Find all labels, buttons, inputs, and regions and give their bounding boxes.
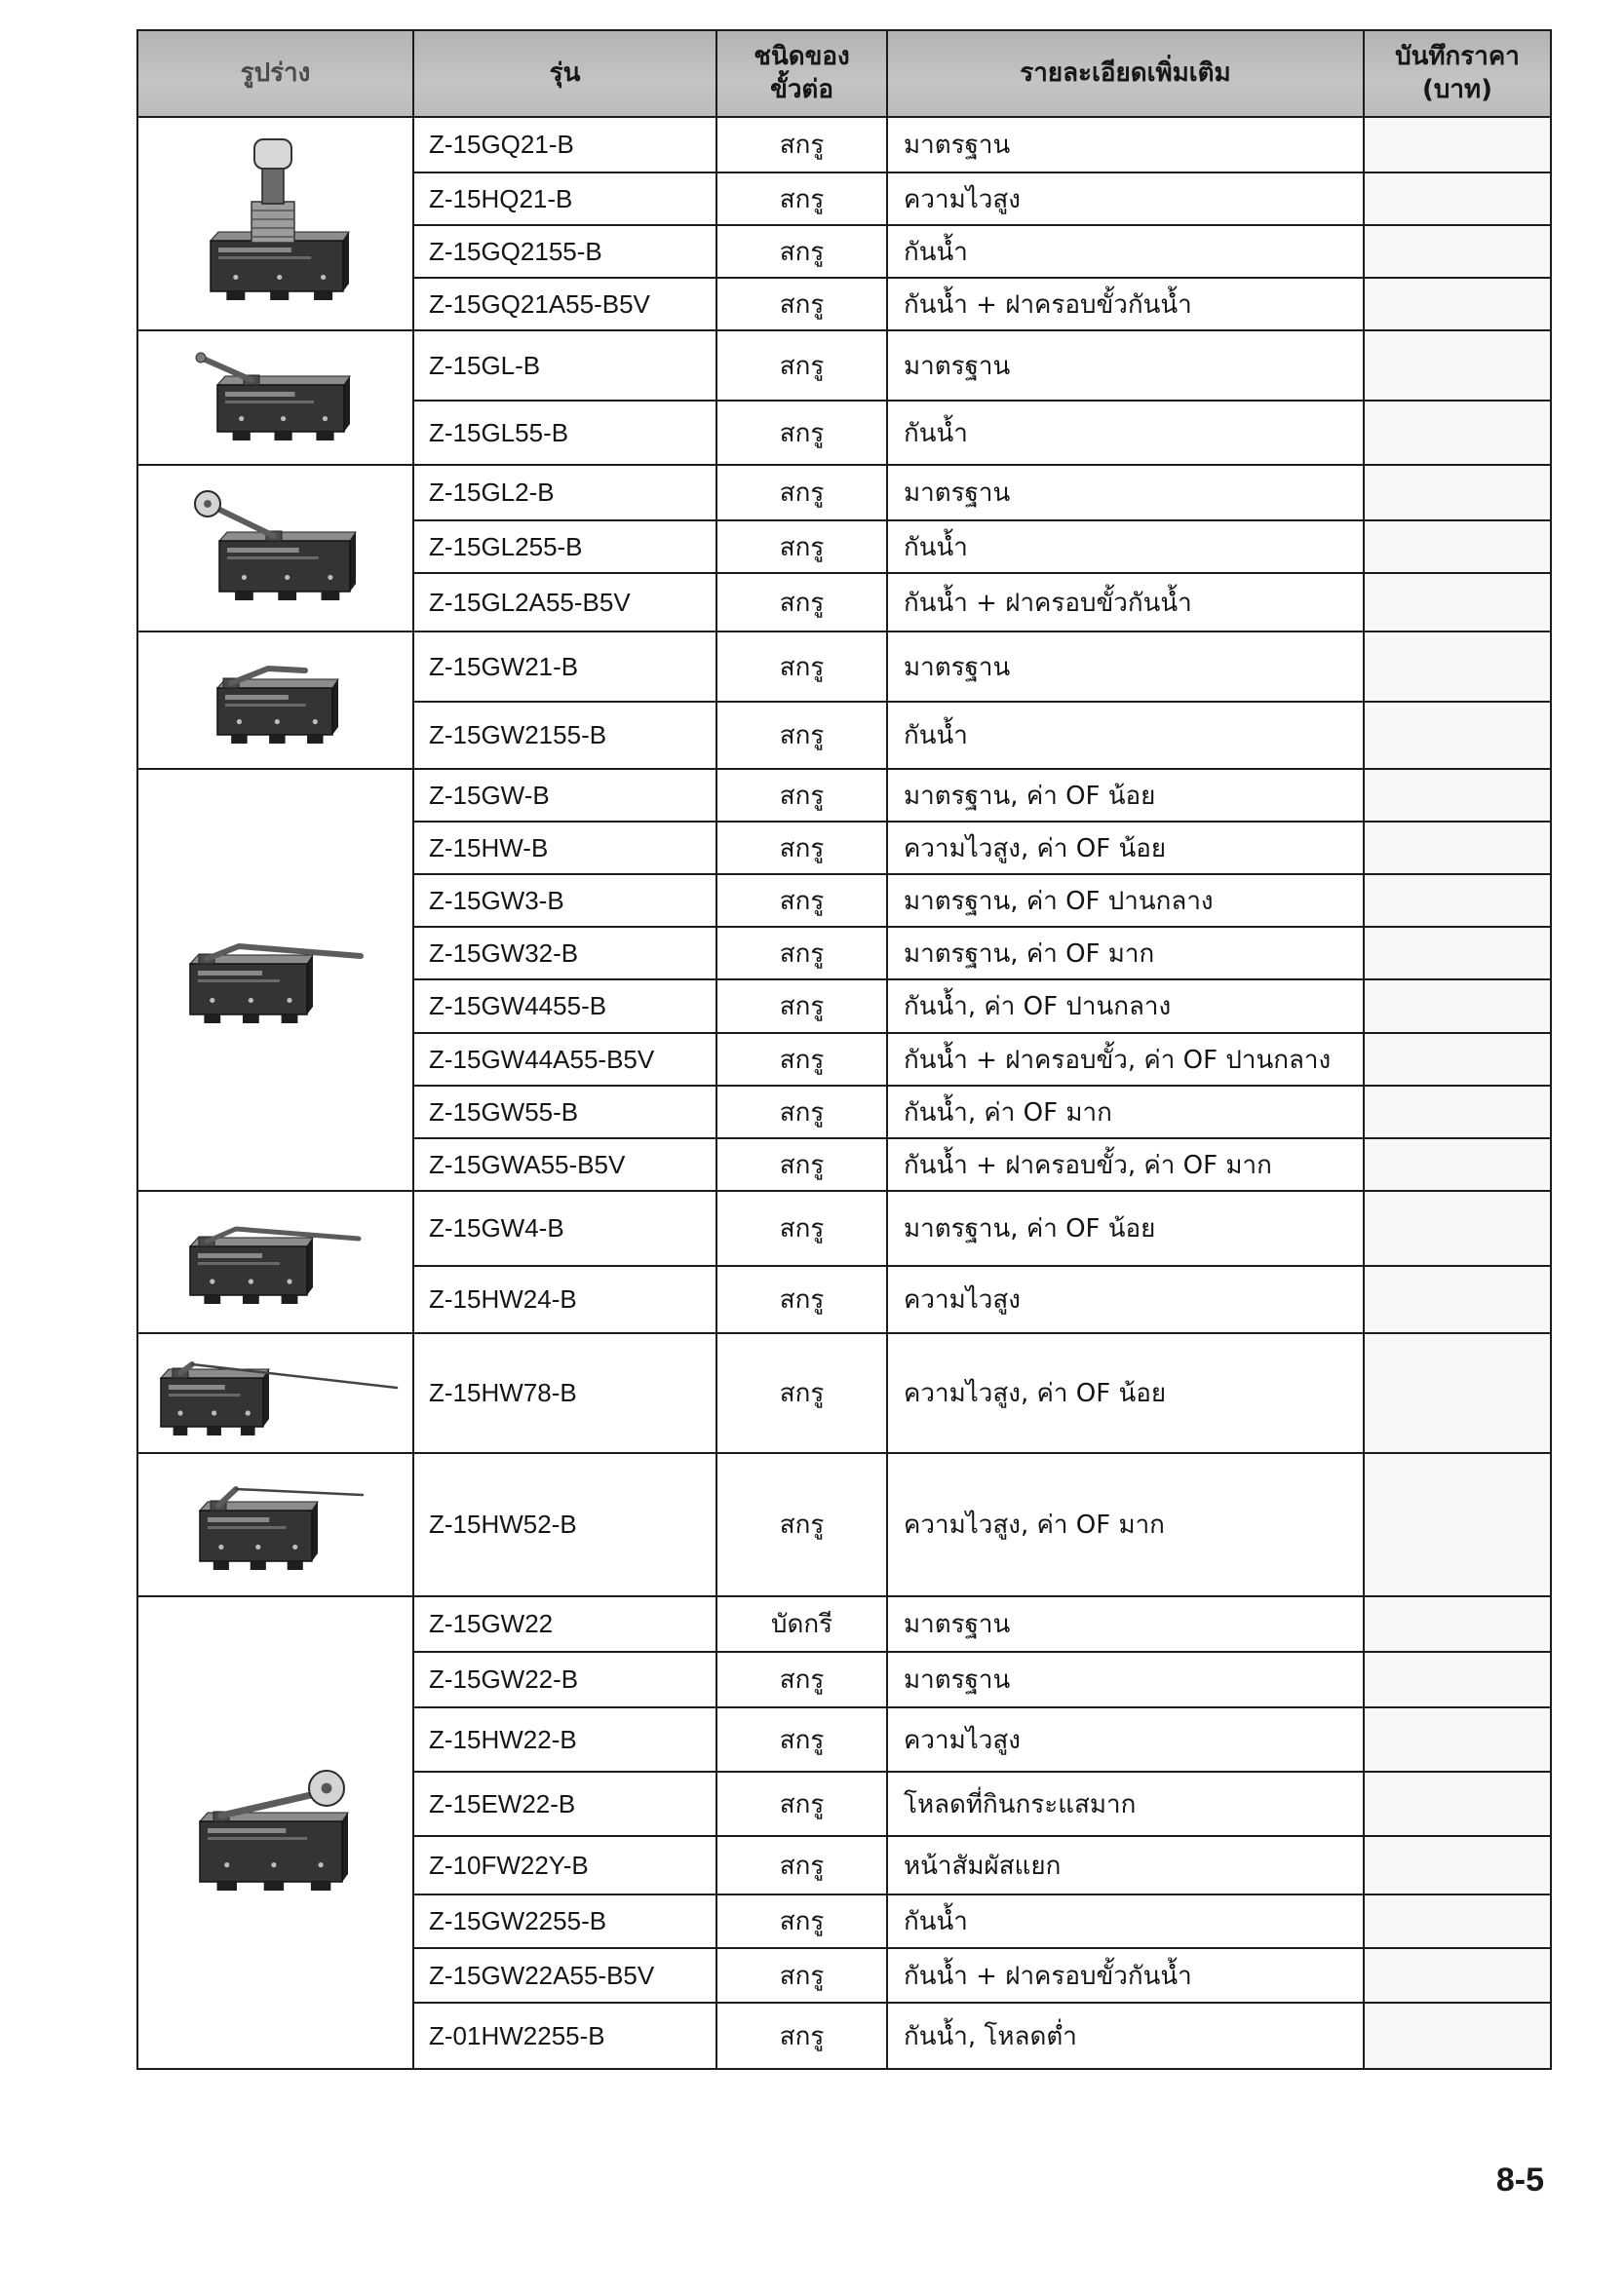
details-cell: มาตรฐาน, ค่า OF ปานกลาง xyxy=(887,874,1364,927)
model-cell: Z-15GW44A55-B5V xyxy=(413,1033,716,1086)
page-number: 8-5 xyxy=(1495,2162,1544,2199)
price-cell xyxy=(1364,1033,1551,1086)
switch-body xyxy=(200,1813,348,1891)
price-cell xyxy=(1364,330,1551,401)
model-cell: Z-15GW55-B xyxy=(413,1086,716,1138)
details-cell: กันน้ำ + ฝาครอบขั้ว, ค่า OF ปานกลาง xyxy=(887,1033,1364,1086)
price-cell xyxy=(1364,2003,1551,2069)
price-cell xyxy=(1364,1333,1551,1453)
header-shape: รูปร่าง xyxy=(137,30,413,117)
details-cell: มาตรฐาน xyxy=(887,1652,1364,1707)
details-cell: มาตรฐาน xyxy=(887,465,1364,520)
terminal-type-cell: สกรู xyxy=(716,1033,887,1086)
table-body xyxy=(137,117,1551,2069)
price-cell xyxy=(1364,1836,1551,1894)
hinge-lever-switch-icon xyxy=(193,344,359,451)
details-cell: หน้าสัมผัสแยก xyxy=(887,1836,1364,1894)
details-cell: กันน้ำ, โหลดต่ำ xyxy=(887,2003,1364,2069)
price-cell xyxy=(1364,1266,1551,1333)
details-cell: ความไวสูง, ค่า OF น้อย xyxy=(887,822,1364,874)
details-cell: กันน้ำ, ค่า OF มาก xyxy=(887,1086,1364,1138)
details-cell: มาตรฐาน, ค่า OF น้อย xyxy=(887,1191,1364,1266)
details-cell: มาตรฐาน xyxy=(887,631,1364,702)
terminal-type-cell: สกรู xyxy=(716,1836,887,1894)
model-cell: Z-15GW4-B xyxy=(413,1191,716,1266)
model-cell: Z-15GWA55-B5V xyxy=(413,1138,716,1191)
price-cell xyxy=(1364,1086,1551,1138)
details-cell: กันน้ำ, ค่า OF ปานกลาง xyxy=(887,979,1364,1033)
price-cell xyxy=(1364,1707,1551,1772)
model-cell: Z-15GW22-B xyxy=(413,1652,716,1707)
details-cell: ความไวสูง xyxy=(887,172,1364,225)
price-cell xyxy=(1364,1191,1551,1266)
price-cell xyxy=(1364,702,1551,769)
details-cell: มาตรฐาน, ค่า OF น้อย xyxy=(887,769,1364,822)
shape-image-cell xyxy=(137,1191,413,1333)
shape-image-cell xyxy=(137,631,413,769)
switch-roller xyxy=(309,1771,344,1806)
header-model: รุ่น xyxy=(413,30,716,117)
short-hinge-lever-switch-icon xyxy=(208,649,344,751)
model-cell: Z-15GW3-B xyxy=(413,874,716,927)
microswitch-product-table xyxy=(136,29,1552,2070)
switch-body xyxy=(190,1238,313,1304)
price-cell xyxy=(1364,979,1551,1033)
header-terminal-line2: ขั้วต่อ xyxy=(770,74,833,104)
price-cell xyxy=(1364,1453,1551,1596)
model-cell: Z-15GQ21A55-B5V xyxy=(413,278,716,330)
switch-lever xyxy=(212,506,274,536)
terminal-type-cell: สกรู xyxy=(716,1772,887,1836)
switch-body xyxy=(200,1502,318,1570)
switch-roller xyxy=(195,491,220,517)
model-cell: Z-15GW21-B xyxy=(413,631,716,702)
details-cell: กันน้ำ xyxy=(887,1894,1364,1948)
long-wire-lever-switch-icon xyxy=(151,1345,400,1442)
header-price xyxy=(1364,30,1551,117)
price-cell xyxy=(1364,465,1551,520)
details-cell: มาตรฐาน, ค่า OF มาก xyxy=(887,927,1364,979)
terminal-type-cell: สกรู xyxy=(716,172,887,225)
shape-image-cell xyxy=(137,769,413,1191)
terminal-type-cell: สกรู xyxy=(716,330,887,401)
table-row xyxy=(137,631,1551,702)
model-cell: Z-15GL2-B xyxy=(413,465,716,520)
terminal-type-cell: สกรู xyxy=(716,520,887,573)
price-cell xyxy=(1364,1138,1551,1191)
model-cell: Z-15GL255-B xyxy=(413,520,716,573)
details-cell: มาตรฐาน xyxy=(887,1596,1364,1652)
terminal-type-cell: สกรู xyxy=(716,573,887,631)
price-cell xyxy=(1364,278,1551,330)
model-cell: Z-15GW32-B xyxy=(413,927,716,979)
model-cell: Z-15GL2A55-B5V xyxy=(413,573,716,631)
details-cell: กันน้ำ + ฝาครอบขั้วกันน้ำ xyxy=(887,573,1364,631)
table-row xyxy=(137,1453,1551,1596)
header-price-line2: (บาท) xyxy=(1421,74,1492,104)
header-terminal-type xyxy=(716,30,887,117)
details-cell: กันน้ำ + ฝาครอบขั้ว, ค่า OF มาก xyxy=(887,1138,1364,1191)
model-cell: Z-15GW2255-B xyxy=(413,1894,716,1948)
price-cell xyxy=(1364,225,1551,278)
terminal-type-cell: สกรู xyxy=(716,1652,887,1707)
details-cell: กันน้ำ xyxy=(887,520,1364,573)
price-cell xyxy=(1364,1894,1551,1948)
terminal-type-cell: สกรู xyxy=(716,702,887,769)
table-row xyxy=(137,1191,1551,1266)
table-row xyxy=(137,117,1551,172)
details-cell: ความไวสูง xyxy=(887,1266,1364,1333)
terminal-type-cell: สกรู xyxy=(716,1266,887,1333)
price-cell xyxy=(1364,1948,1551,2003)
long-hinge-lever-switch-icon xyxy=(185,927,366,1034)
lever-tip xyxy=(196,353,206,363)
details-cell: โหลดที่กินกระแสมาก xyxy=(887,1772,1364,1836)
terminal-type-cell: สกรู xyxy=(716,874,887,927)
terminal-type-cell: สกรู xyxy=(716,979,887,1033)
details-cell: กันน้ำ + ฝาครอบขั้วกันน้ำ xyxy=(887,278,1364,330)
terminal-type-cell: สกรู xyxy=(716,1138,887,1191)
model-cell: Z-15GW-B xyxy=(413,769,716,822)
details-cell: กันน้ำ xyxy=(887,702,1364,769)
terminal-type-cell: สกรู xyxy=(716,1086,887,1138)
header-price-line1: บันทึกราคา xyxy=(1395,41,1520,71)
table-row xyxy=(137,465,1551,520)
model-cell: Z-15GQ2155-B xyxy=(413,225,716,278)
table-row xyxy=(137,330,1551,401)
shape-image-cell xyxy=(137,1453,413,1596)
model-cell: Z-15HW-B xyxy=(413,822,716,874)
price-cell xyxy=(1364,631,1551,702)
table-header xyxy=(137,30,1551,117)
model-cell: Z-15HQ21-B xyxy=(413,172,716,225)
price-cell xyxy=(1364,573,1551,631)
switch-body xyxy=(217,679,338,744)
model-cell: Z-15GW4455-B xyxy=(413,979,716,1033)
details-cell: กันน้ำ xyxy=(887,401,1364,465)
price-cell xyxy=(1364,1596,1551,1652)
terminal-type-cell: สกรู xyxy=(716,1191,887,1266)
model-cell: Z-15GW2155-B xyxy=(413,702,716,769)
model-cell: Z-15HW78-B xyxy=(413,1333,716,1453)
details-cell: มาตรฐาน xyxy=(887,330,1364,401)
model-cell: Z-15GQ21-B xyxy=(413,117,716,172)
roller-plunger-switch-icon xyxy=(193,132,359,317)
price-cell xyxy=(1364,172,1551,225)
shape-image-cell xyxy=(137,1596,413,2069)
price-cell xyxy=(1364,769,1551,822)
roller-lever-switch-icon xyxy=(190,1757,361,1908)
switch-body xyxy=(161,1369,269,1435)
model-cell: Z-15GL-B xyxy=(413,330,716,401)
product-table-sheet xyxy=(136,29,1550,2070)
terminal-type-cell: สกรู xyxy=(716,225,887,278)
price-cell xyxy=(1364,520,1551,573)
header-details: รายละเอียดเพิ่มเติม xyxy=(887,30,1364,117)
model-cell: Z-10FW22Y-B xyxy=(413,1836,716,1894)
terminal-type-cell: สกรู xyxy=(716,631,887,702)
price-cell xyxy=(1364,822,1551,874)
wire-lever-switch-icon xyxy=(185,1472,366,1579)
switch-body xyxy=(219,532,356,600)
model-cell: Z-15HW52-B xyxy=(413,1453,716,1596)
price-cell xyxy=(1364,1652,1551,1707)
switch-bushing xyxy=(251,202,294,243)
shape-image-cell xyxy=(137,1333,413,1453)
terminal-type-cell: สกรู xyxy=(716,278,887,330)
hinge-roller-lever-switch-icon xyxy=(190,480,361,617)
shape-image-cell xyxy=(137,465,413,631)
terminal-type-cell: สกรู xyxy=(716,822,887,874)
details-cell: ความไวสูง xyxy=(887,1707,1364,1772)
terminal-type-cell: สกรู xyxy=(716,927,887,979)
table-row xyxy=(137,769,1551,822)
header-row xyxy=(137,30,1551,117)
switch-body xyxy=(217,376,350,440)
details-cell: มาตรฐาน xyxy=(887,117,1364,172)
switch-body xyxy=(190,955,313,1023)
medium-hinge-lever-switch-icon xyxy=(185,1211,366,1314)
switch-roller xyxy=(254,139,291,169)
terminal-type-cell: สกรู xyxy=(716,1453,887,1596)
details-cell: กันน้ำ + ฝาครอบขั้วกันน้ำ xyxy=(887,1948,1364,2003)
details-cell: กันน้ำ xyxy=(887,225,1364,278)
table-row xyxy=(137,1596,1551,1652)
terminal-type-cell: สกรู xyxy=(716,1707,887,1772)
model-cell: Z-01HW2255-B xyxy=(413,2003,716,2069)
details-cell: ความไวสูง, ค่า OF มาก xyxy=(887,1453,1364,1596)
price-cell xyxy=(1364,401,1551,465)
price-cell xyxy=(1364,874,1551,927)
terminal-type-cell: สกรู xyxy=(716,769,887,822)
model-cell: Z-15GW22 xyxy=(413,1596,716,1652)
price-cell xyxy=(1364,1772,1551,1836)
terminal-type-cell: สกรู xyxy=(716,1894,887,1948)
model-cell: Z-15GW22A55-B5V xyxy=(413,1948,716,2003)
model-cell: Z-15HW22-B xyxy=(413,1707,716,1772)
price-cell xyxy=(1364,117,1551,172)
switch-lever xyxy=(236,1489,363,1495)
model-cell: Z-15GL55-B xyxy=(413,401,716,465)
model-cell: Z-15EW22-B xyxy=(413,1772,716,1836)
terminal-type-cell: สกรู xyxy=(716,401,887,465)
terminal-type-cell: สกรู xyxy=(716,117,887,172)
terminal-type-cell: สกรู xyxy=(716,465,887,520)
details-cell: ความไวสูง, ค่า OF น้อย xyxy=(887,1333,1364,1453)
model-cell: Z-15HW24-B xyxy=(413,1266,716,1333)
terminal-type-cell: สกรู xyxy=(716,2003,887,2069)
header-terminal-line1: ชนิดของ xyxy=(754,41,850,71)
terminal-type-cell: สกรู xyxy=(716,1333,887,1453)
table-row xyxy=(137,1333,1551,1453)
terminal-type-cell: สกรู xyxy=(716,1948,887,2003)
terminal-type-cell: บัดกรี xyxy=(716,1596,887,1652)
price-cell xyxy=(1364,927,1551,979)
shape-image-cell xyxy=(137,330,413,465)
shape-image-cell xyxy=(137,117,413,330)
